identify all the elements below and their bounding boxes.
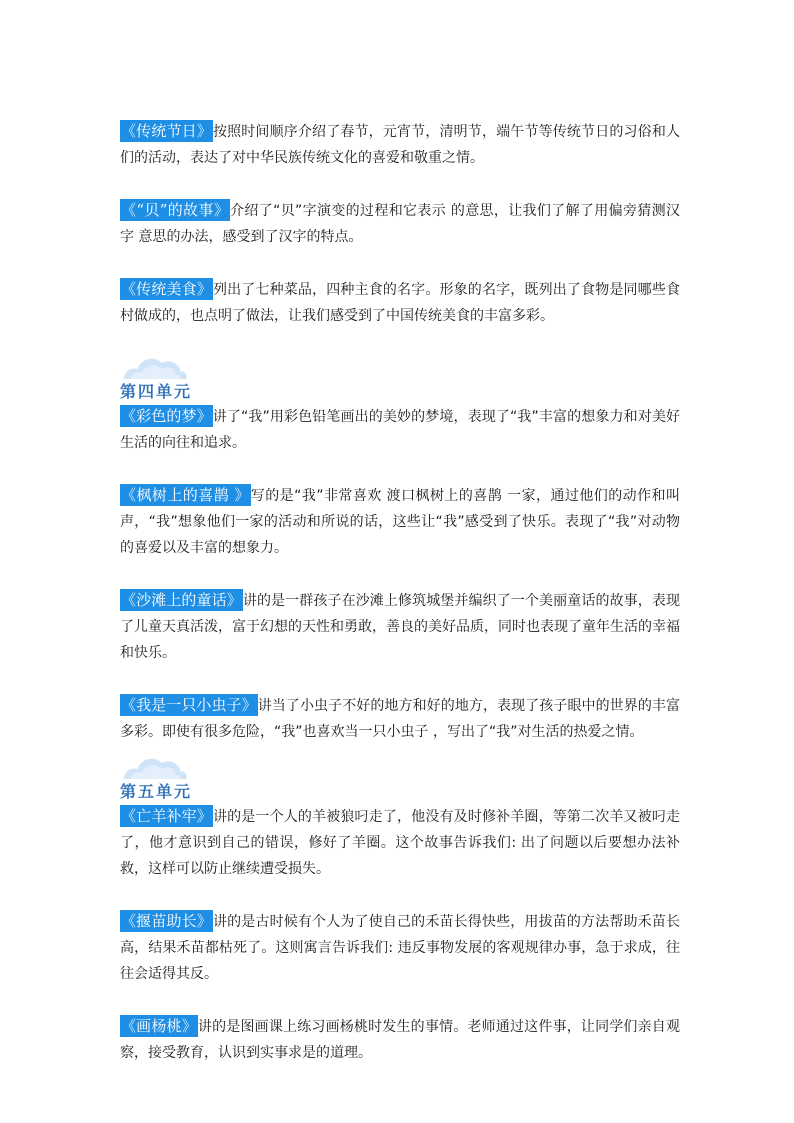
lesson-title: 《画杨桃》 (121, 1017, 197, 1035)
document-page (120, 118, 680, 1092)
lesson-title: 《传统美食》 (121, 280, 212, 298)
lesson-title: 《“贝”的故事》 (121, 201, 230, 219)
lesson-paragraph (120, 403, 680, 456)
lesson-paragraph (120, 197, 680, 250)
cloud-icon (120, 351, 190, 381)
lesson-summary: 写的是“我”非常喜欢 渡口枫树上的喜鹊 一家，通过他们的动作和叫声，“我”想象他们一家的活动和所说的话，这些让“我”感受到了快乐。表现了“我”对动物的喜爱以及丰富的想象力。 (120, 488, 680, 556)
lesson-paragraph (120, 587, 680, 666)
cloud-icon (120, 751, 190, 781)
lesson-summary: 介绍了“贝”字演变的过程和它表示 的意思，让我们了解了用偏旁猜测汉字 意思的办法，感受到了汉字的特点。 (120, 203, 680, 245)
lesson-paragraph (120, 803, 680, 882)
lesson-title: 《揠苗助长》 (121, 912, 212, 930)
lesson-title: 《沙滩上的童话》 (121, 591, 242, 609)
unit-4-section (120, 351, 680, 745)
lesson-summary: 按照时间顺序介绍了春节，元宵节，清明节，端午节等传统节日的习俗和人们的活动，表达了对中华民族传统文化的喜爱和敬重之情。 (120, 124, 680, 166)
lesson-title: 《枫树上的喜鹊 》 (121, 486, 250, 504)
lesson-paragraph (120, 1013, 680, 1066)
lesson-summary: 讲的是图画课上练习画杨桃时发生的事情。老师通过这件事，让同学们亲自观察，接受教育，认识到实事求是的道理。 (120, 1019, 680, 1061)
lesson-title: 《我是一只小虫子》 (121, 696, 257, 714)
unit-heading: 第五单元 (120, 782, 193, 801)
lesson-paragraph (120, 482, 680, 561)
lesson-title: 《亡羊补牢》 (121, 807, 212, 825)
lesson-paragraph (120, 908, 680, 987)
lesson-paragraph (120, 118, 680, 171)
lesson-summary: 讲的是古时候有个人为了使自己的禾苗长得快些，用拔苗的方法帮助禾苗长高，结果禾苗都枯死了。这则寓言告诉我们: 违反事物发展的客观规律办事，急于求成，往往会适得其反。 (120, 914, 680, 982)
lesson-summary: 讲了“我”用彩色铅笔画出的美妙的梦境，表现了“我”丰富的想象力和对美好生活的向往和追求。 (120, 409, 680, 451)
lesson-title: 《彩色的梦》 (121, 407, 212, 425)
unit-5-section (120, 751, 680, 1066)
unit-heading: 第四单元 (120, 382, 193, 401)
lesson-summary: 讲的是一个人的羊被狼叼走了，他没有及时修补羊圈，等第二次羊又被叼走了，他才意识到自己的错误，修好了羊圈。这个故事告诉我们: 出了问题以后要想办法补救，这样可以防止继续遭受损失。 (120, 809, 680, 877)
lesson-title: 《传统节日》 (121, 122, 212, 140)
lesson-summary: 讲当了小虫子不好的地方和好的地方，表现了孩子眼中的世界的丰富多彩。即使有很多危险，“我”也喜欢当一只小虫子 ，写出了“我”对生活的热爱之情。 (120, 698, 680, 740)
lesson-paragraph (120, 692, 680, 745)
lesson-summary: 列出了七种菜品，四种主食的名字。形象的名字，既列出了食物是同哪些食村做成的，也点明了做法，让我们感受到了中国传统美食的丰富多彩。 (120, 282, 680, 324)
lesson-summary: 讲的是一群孩子在沙滩上修筑城堡并编织了一个美丽童话的故事，表现了儿童天真活泼，富于幻想的天性和勇敢，善良的美好品质，同时也表现了童年生活的幸福和快乐。 (120, 593, 680, 661)
lesson-paragraph (120, 276, 680, 329)
